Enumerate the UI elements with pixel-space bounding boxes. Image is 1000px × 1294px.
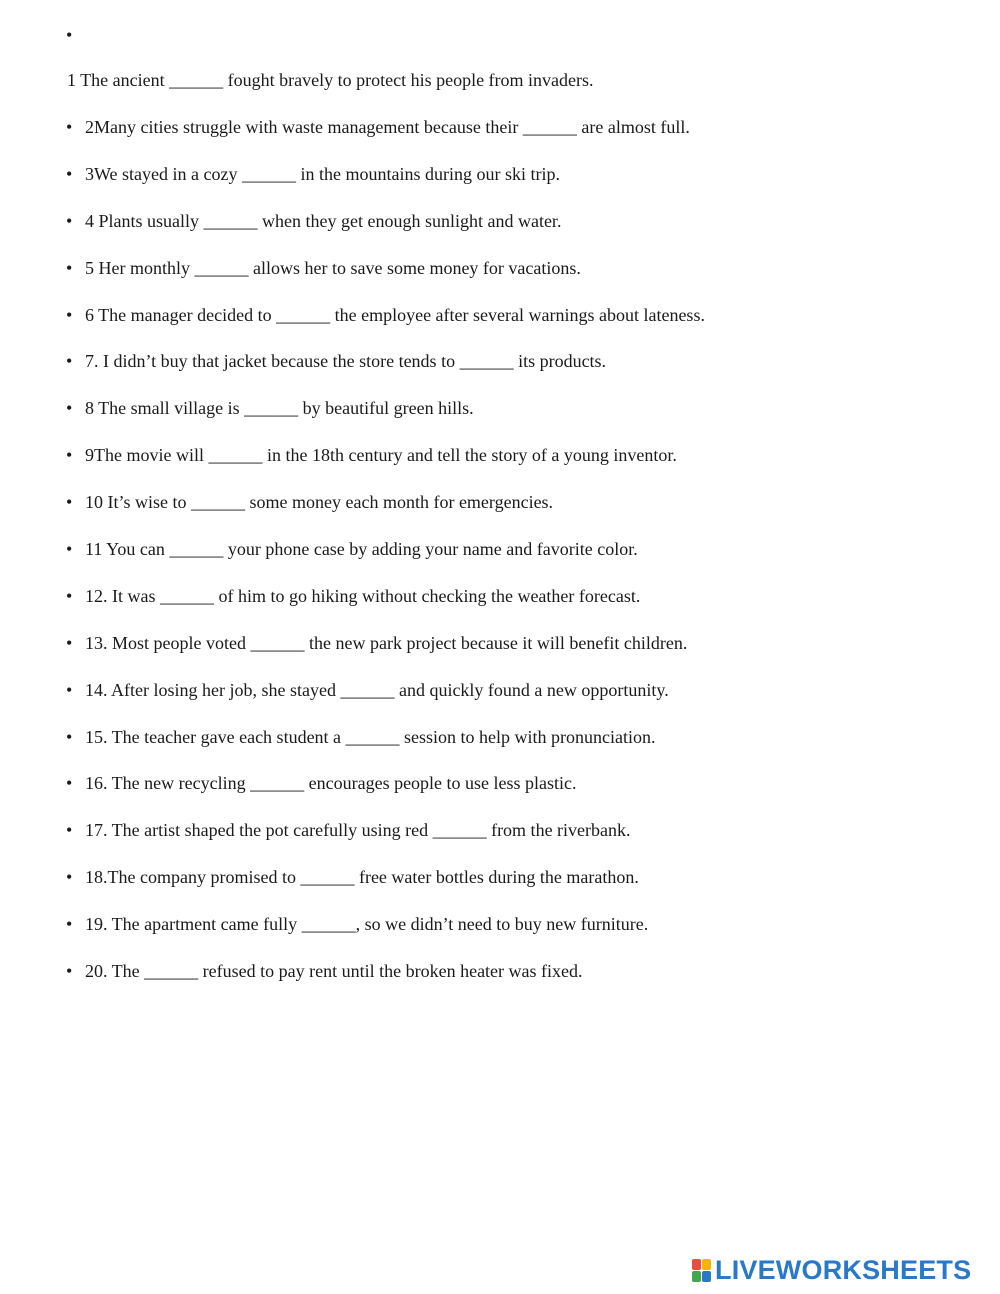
list-bullet: • xyxy=(66,914,73,935)
list-bullet: • xyxy=(66,210,73,231)
question-text: 4 Plants usually ______ when they get enough sunlight and water. xyxy=(85,210,562,231)
question-text: 15. The teacher gave each student a ______ session to help with pronunciation. xyxy=(85,726,656,747)
question-text: 17. The artist shaped the pot carefully using red ______ from the riverbank. xyxy=(85,820,631,841)
list-bullet: • xyxy=(66,679,73,700)
list-bullet: • xyxy=(66,632,73,653)
question-text: 11 You can ______ your phone case by adding your name and favorite color. xyxy=(85,539,638,560)
list-bullet: • xyxy=(66,773,73,794)
logo-square-blue xyxy=(702,1271,711,1282)
list-bullet: • xyxy=(66,304,73,325)
question-text: 7. I didn’t buy that jacket because the store tends to ______ its products. xyxy=(85,351,607,372)
question-text: 6 The manager decided to ______ the employee after several warnings about lateness. xyxy=(85,304,705,325)
question-text: 19. The apartment came fully ______, so we didn’t need to buy new furniture. xyxy=(85,914,649,935)
logo-mark-icon xyxy=(692,1259,711,1282)
logo-square-yellow xyxy=(702,1259,711,1270)
question-text: 14. After losing her job, she stayed ______ and quickly found a new opportunity. xyxy=(85,679,669,700)
question-text: 12. It was ______ of him to go hiking without checking the weather forecast. xyxy=(85,585,641,606)
list-bullet: • xyxy=(66,726,73,747)
question-text: 13. Most people voted ______ the new park project because it will benefit children. xyxy=(85,632,688,653)
list-bullet: • xyxy=(66,585,73,606)
list-bullet: • xyxy=(66,398,73,419)
list-bullet: • xyxy=(66,867,73,888)
question-text: 18.The company promised to ______ free water bottles during the marathon. xyxy=(85,867,639,888)
list-bullet: • xyxy=(66,351,73,372)
question-text: 16. The new recycling ______ encourages people to use less plastic. xyxy=(85,773,577,794)
liveworksheets-logo[interactable] xyxy=(692,1255,971,1285)
question-text: 5 Her monthly ______ allows her to save some money for vacations. xyxy=(85,257,581,278)
question-text: 10 It’s wise to ______ some money each month for emergencies. xyxy=(85,492,554,513)
question-1: 1 The ancient ______ fought bravely to protect his people from invaders. xyxy=(67,70,594,90)
logo-text: LIVEWORKSHEETS xyxy=(715,1254,972,1285)
question-text: 2Many cities struggle with waste management because their ______ are almost full. xyxy=(85,117,690,137)
list-bullet: • xyxy=(66,445,73,466)
list-bullet: • xyxy=(66,163,73,184)
question-text: 3We stayed in a cozy ______ in the mountains during our ski trip. xyxy=(85,163,560,184)
question-text: 20. The ______ refused to pay rent until the broken heater was fixed. xyxy=(85,961,583,982)
list-bullet: • xyxy=(66,117,73,137)
list-bullet: • xyxy=(66,257,73,278)
logo-square-green xyxy=(692,1271,701,1282)
logo-square-red xyxy=(692,1259,701,1270)
list-bullet: • xyxy=(66,539,73,560)
list-bullet: • xyxy=(66,25,73,45)
list-bullet: • xyxy=(66,820,73,841)
list-bullet: • xyxy=(66,961,73,982)
question-text: 8 The small village is ______ by beautiful green hills. xyxy=(85,398,474,419)
list-bullet: • xyxy=(66,492,73,513)
question-text: 9The movie will ______ in the 18th century and tell the story of a young inventor. xyxy=(85,445,677,466)
